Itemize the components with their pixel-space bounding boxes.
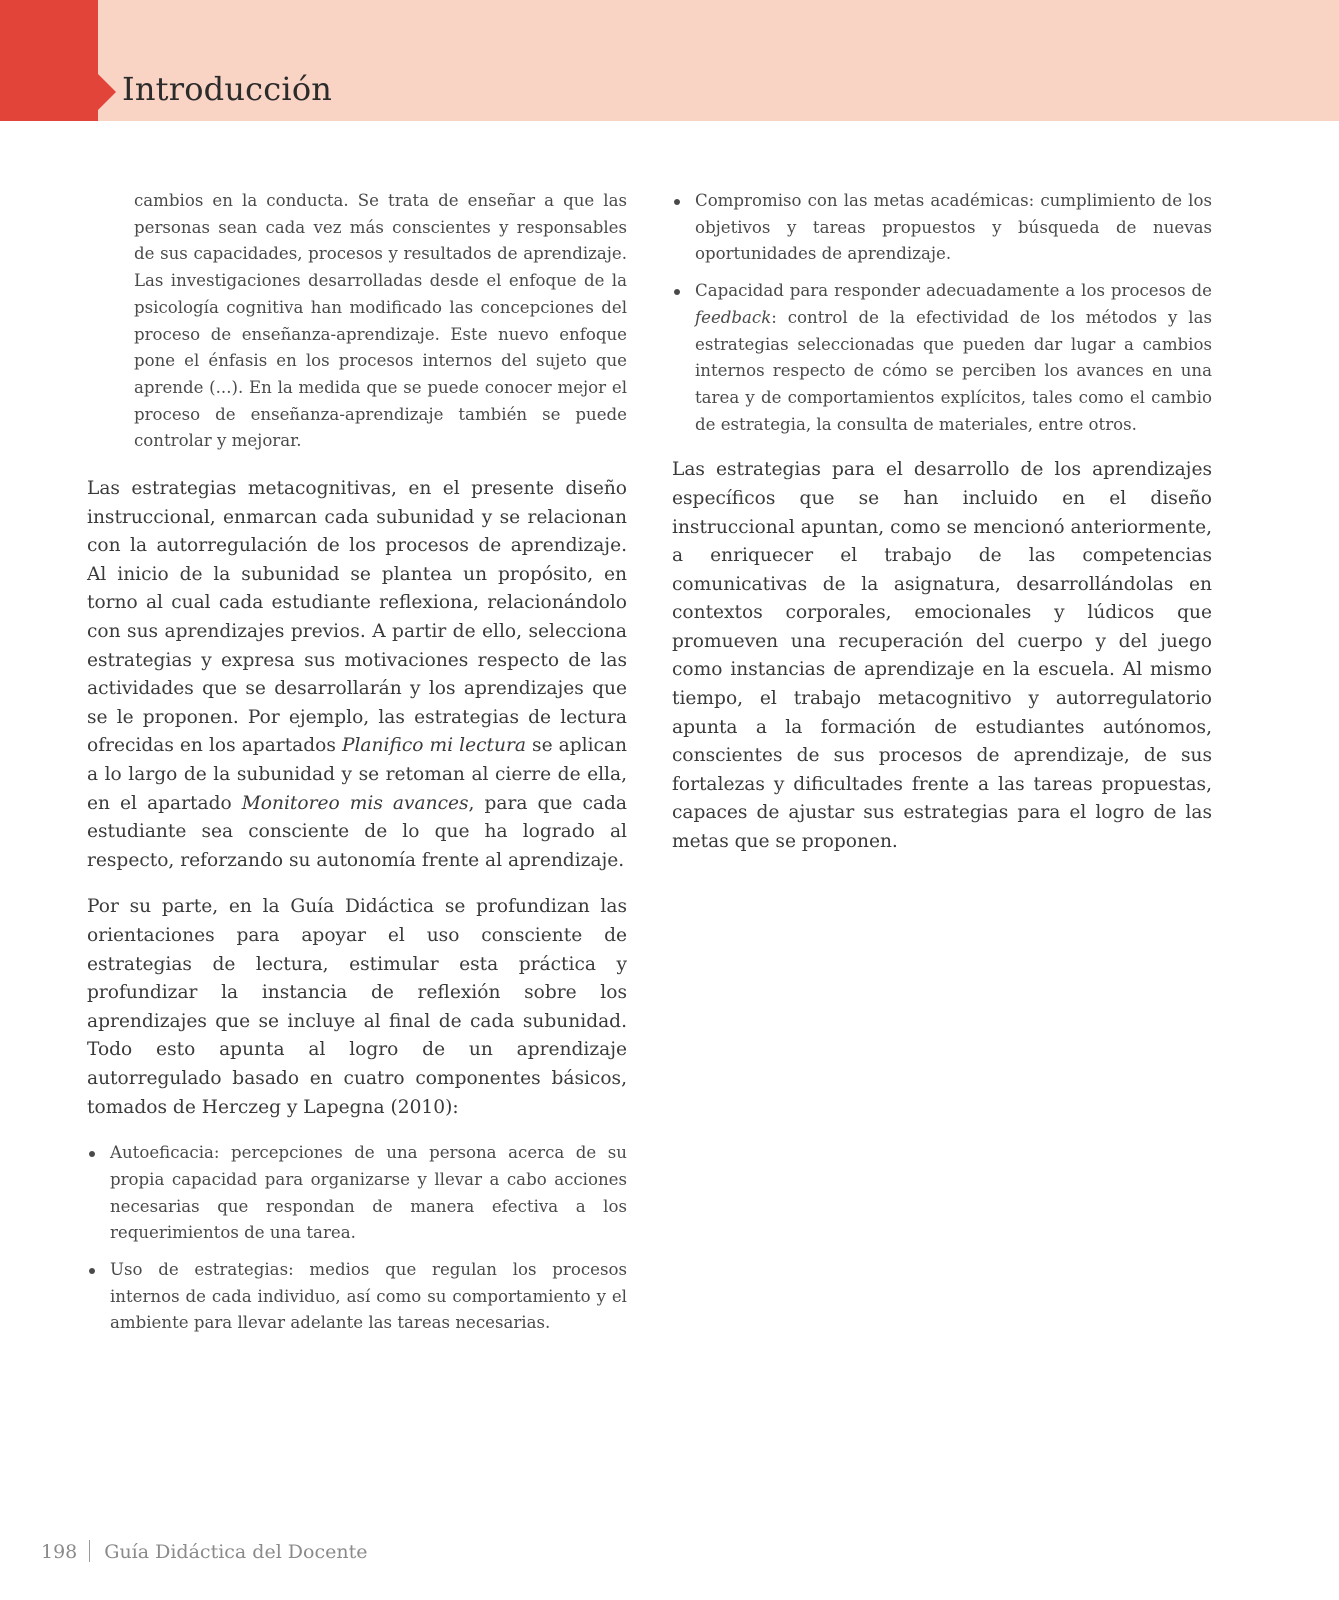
list-item-text: Uso de estrategias: medios que regulan los procesos internos de cada individuo, así como su comportamiento y el ambiente para llevar adelante las tareas necesarias. (110, 1259, 627, 1333)
paragraph-metacognitive (87, 475, 627, 875)
list-item (87, 1257, 627, 1337)
components-list (87, 1140, 627, 1337)
list-item (672, 188, 1212, 268)
list-item (672, 278, 1212, 438)
right-column (672, 188, 1212, 875)
paragraph-guia: Por su parte, en la Guía Didáctica se profundizan las orientaciones para apoyar el uso consciente de estrategias de lectura, estimular esta práctica y profundizar la instancia de reflexión sobre los aprendizajes que se incluye al final de cada subunidad. Todo esto apunta al logro de un aprendizaje autorregulado basado en cuatro componentes básicos, tomados de Herczeg y Lapegna (2010): (87, 896, 627, 1118)
list-item (87, 1140, 627, 1247)
left-column (87, 188, 627, 1347)
paragraph-text: , para que cada estudiante sea consciente de lo que ha logrado al respecto, reforzando su autonomía frente al aprendizaje. (87, 792, 627, 871)
bullet-icon (674, 289, 680, 295)
page-title: Introducción (122, 70, 333, 108)
bullet-icon (89, 1151, 95, 1157)
section-reference: Monitoreo mis avances (241, 792, 469, 814)
block-quote: cambios en la conducta. Se trata de enseñar a que las personas sean cada vez más conscientes y responsables de sus capacidades, procesos y resultados de aprendizaje. Las investigaciones desarrolladas desde el enfoque de la psicología cognitiva han modificado las concepciones del proceso de enseñanza-aprendizaje. Este nuevo enfoque pone el énfasis en los procesos internos del sujeto que aprende (...). En la medida que se puede conocer mejor el proceso de enseñanza-aprendizaje también se puede controlar y mejorar. (134, 191, 627, 451)
list-item-text: : control de la efectividad de los métodos y las estrategias seleccionadas que pueden dar lugar a cambios internos respecto de cómo se perciben los avances en una tarea y de comportamientos explícitos, tales como el cambio de estrategia, la consulta de materiales, entre otros. (695, 307, 1212, 434)
term-feedback: feedback (695, 307, 772, 327)
components-list-continued (672, 188, 1212, 438)
paragraph-text: Las estrategias metacognitivas, en el presente diseño instruccional, enmarcan cada subunidad y se relacionan con la autorregulación de los procesos de aprendizaje. Al inicio de la subunidad se plantea un propósito, en torno al cual cada estudiante reflexiona, relacionándolo con sus aprendizajes previos. A partir de ello, selecciona estrategias y expresa sus motivaciones respecto de las actividades que se desarrollarán y los aprendizajes que se le proponen. Por ejemplo, las estrategias de lectura ofrecidas en los apartados (87, 478, 627, 757)
list-item-text: Compromiso con las metas académicas: cumplimiento de los objetivos y tareas propuestos y búsqueda de nuevas oportunidades de aprendizaje. (695, 191, 1212, 264)
header-arrow-icon (96, 72, 116, 112)
footer-divider (89, 1540, 90, 1562)
list-item-text: Capacidad para responder adecuadamente a los procesos de (695, 281, 1212, 301)
paragraph-strategies: Las estrategias para el desarrollo de los aprendizajes específicos que se han incluido en el diseño instruccional apuntan, como se mencionó anteriormente, a enriquecer el trabajo de las competencias comunicativas de la asignatura, desarrollándolas en contextos corporales, emocionales y lúdicos que promueven una recuperación del cuerpo y del juego como instancias de aprendizaje en la escuela. Al mismo tiempo, el trabajo metacognitivo y autorregulatorio apunta a la formación de estudiantes autónomos, conscientes de sus procesos de aprendizaje, de sus fortalezas y dificultades frente a las tareas propuestas, capaces de ajustar sus estrategias para el logro de las metas que se proponen. (672, 459, 1212, 853)
bullet-icon (89, 1268, 95, 1274)
header-tab (0, 0, 98, 121)
section-reference: Planifico mi lectura (341, 735, 526, 757)
bullet-icon (674, 199, 680, 205)
book-title: Guía Didáctica del Docente (104, 1541, 368, 1563)
page-number: 198 (41, 1541, 78, 1563)
page-footer (41, 1540, 367, 1563)
paragraph-text: se aplican a lo largo de la subunidad y se retoman al cierre de ella, en el apartado (87, 735, 627, 814)
list-item-text: Autoeficacia: percepciones de una persona acerca de su propia capacidad para organizarse y llevar a cabo acciones necesarias que respondan de manera efectiva a los requerimientos de una tarea. (110, 1143, 627, 1243)
